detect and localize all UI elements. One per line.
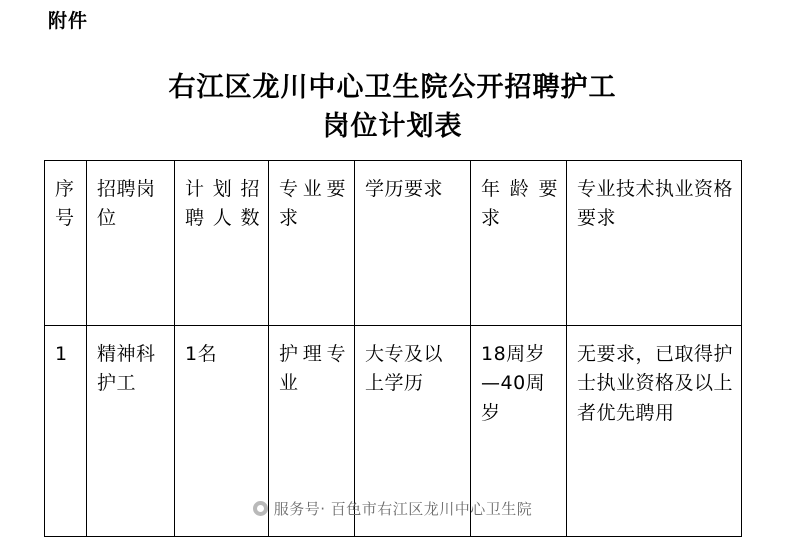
- cell-post: 精神科护工: [87, 326, 175, 537]
- header-cell-certificate: 专业技术执业资格要求: [567, 161, 742, 326]
- recruitment-plan-table: [44, 160, 742, 537]
- table-header-row: [45, 161, 742, 326]
- page-title-line2: 岗位计划表: [322, 111, 463, 143]
- page-title-line1: 右江区龙川中心卫生院公开招聘护工: [168, 72, 617, 103]
- cell-education: 大专及以上学历: [355, 326, 471, 537]
- header-cell-post: 招聘岗位: [87, 161, 175, 326]
- header-cell-major: 专业要求: [269, 161, 355, 326]
- page-title: [0, 68, 785, 146]
- cell-count: 1名: [175, 326, 269, 537]
- header-cell-education: 学历要求: [355, 161, 471, 326]
- watermark: [0, 498, 785, 519]
- cell-certificate: 无要求，已取得护士执业资格及以上者优先聘用: [567, 326, 742, 537]
- header-cell-age: 年龄要求: [471, 161, 567, 326]
- cell-age: 18周岁—40周岁: [471, 326, 567, 537]
- header-cell-no: 序号: [45, 161, 87, 326]
- attachment-label: 附件: [48, 10, 89, 32]
- cell-no: 1: [45, 326, 87, 537]
- cell-major: 护理专业: [269, 326, 355, 537]
- service-account-icon: [253, 501, 268, 516]
- watermark-text: 服务号· 百色市右江区龙川中心卫生院: [273, 500, 533, 518]
- header-cell-count: 计划招聘人数: [175, 161, 269, 326]
